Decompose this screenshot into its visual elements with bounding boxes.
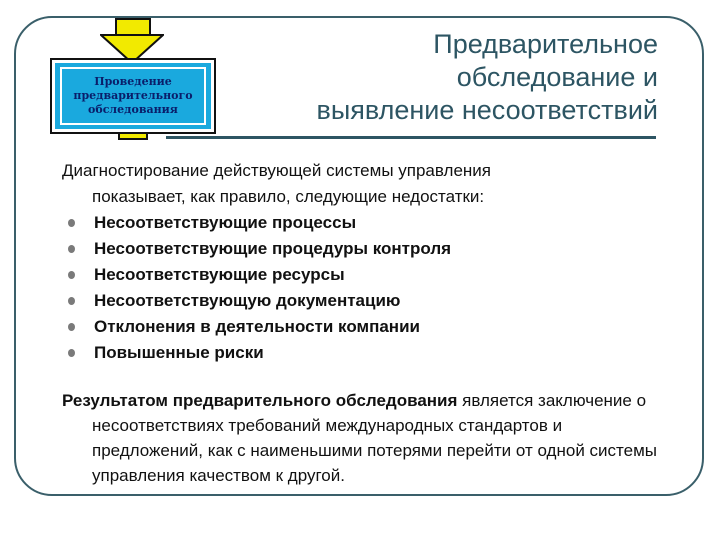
process-step-label: Проведение предварительного обследования: [60, 67, 206, 125]
list-item: Несоответствующие процессы: [62, 210, 672, 236]
list-item: Отклонения в деятельности компании: [62, 314, 672, 340]
result-text: является заключение о несоответствиях требований международных стандартов и предложений, как с наименьшими потерями перейти от одной системы управления качеством к другой.: [92, 391, 657, 485]
intro-line-1: Диагностирование действующей системы управления: [62, 161, 491, 180]
result-emphasis: Результатом предварительного обследования: [62, 391, 458, 410]
list-item: Повышенные риски: [62, 340, 672, 366]
bullet-icon: [68, 349, 75, 357]
slide-body: [62, 158, 672, 488]
deficiency-list: [62, 210, 672, 366]
intro-paragraph: [62, 158, 672, 210]
slide-title: Предварительное обследование и выявление несоответствий: [316, 29, 658, 125]
bullet-icon: [68, 323, 75, 331]
bullet-icon: [68, 271, 75, 279]
result-paragraph: [62, 388, 672, 488]
bullet-icon: [68, 297, 75, 305]
bullet-icon: [68, 245, 75, 253]
list-item: Несоответствующую документацию: [62, 288, 672, 314]
intro-line-2: показывает, как правило, следующие недостатки:: [92, 187, 485, 206]
title-underline: [166, 136, 656, 139]
list-item: Несоответствующие процедуры контроля: [62, 236, 672, 262]
process-step-badge: [52, 60, 214, 132]
list-item: Несоответствующие ресурсы: [62, 262, 672, 288]
bullet-icon: [68, 219, 75, 227]
